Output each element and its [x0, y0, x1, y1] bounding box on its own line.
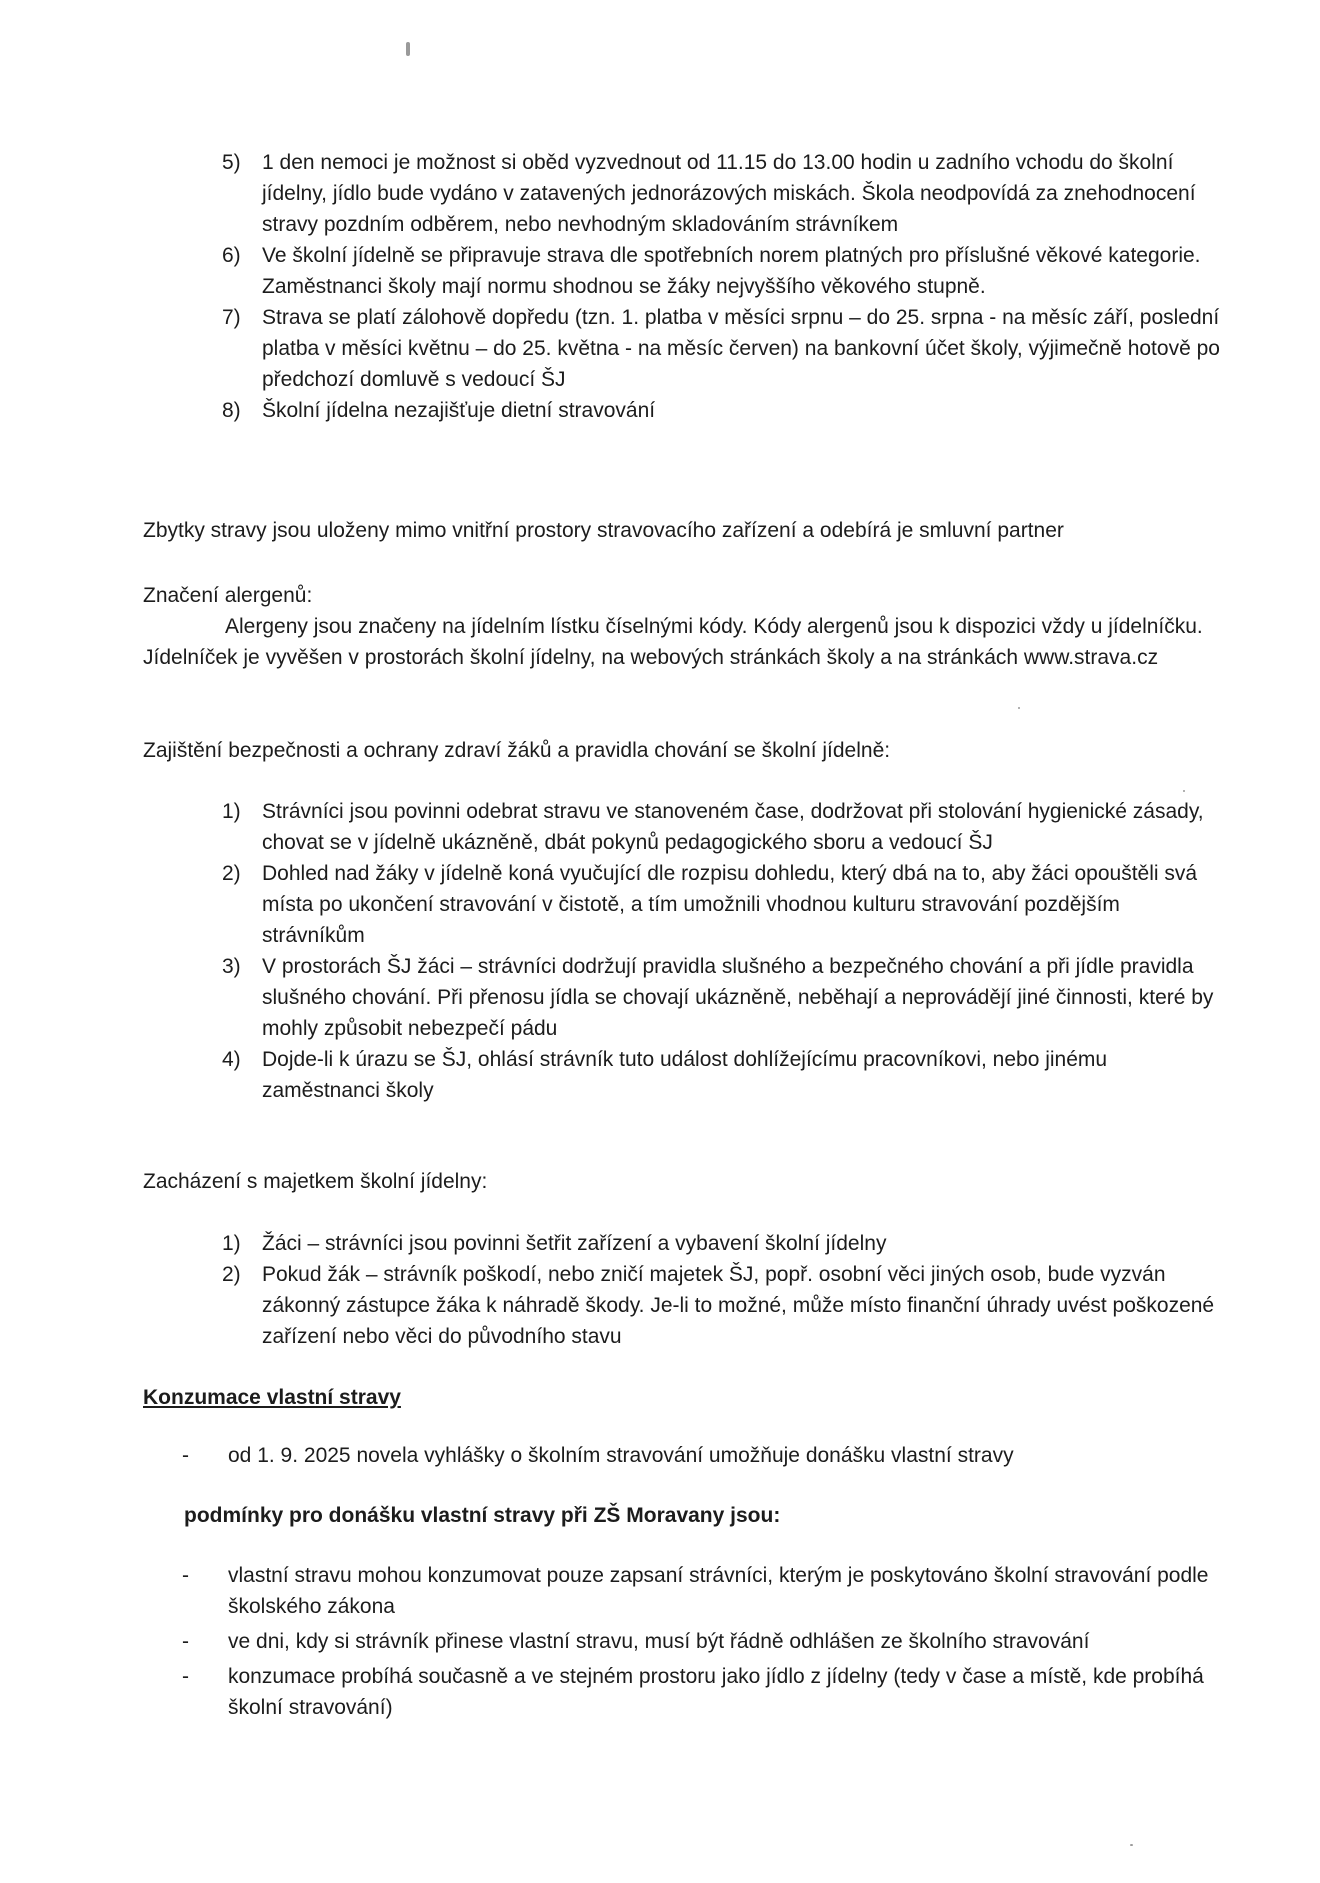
conditions-list — [182, 1560, 1212, 1727]
list-text: Strávníci jsou povinni odebrat stravu ve stanoveném čase, dodržovat při stolování hygienické zásady, chovat se v jídelně ukázněně, dbát pokynů pedagogického sboru a vedoucí ŠJ — [262, 800, 1204, 854]
list-item — [222, 858, 1222, 951]
dash-text: ve dni, kdy si strávník přinese vlastní stravu, musí být řádně odhlášen ze školního stravování — [228, 1630, 1090, 1653]
allergens-text: Alergeny jsou značeny na jídelním lístku číselnými kódy. Kódy alergenů jsou k dispozici vždy u jídelníčku. Jídelníček je vyvěšen v prostorách školní jídelny, na webových stránkách školy a na stránkách www.strava.cz — [143, 615, 1203, 669]
dash-item — [182, 1661, 1212, 1723]
list-number: 2) — [222, 862, 241, 885]
numbered-list-top — [222, 147, 1222, 426]
leftovers-paragraph: Zbytky stravy jsou uloženy mimo vnitřní prostory stravovacího zařízení a odebírá je smluvní partner — [143, 519, 1064, 542]
safety-heading: Zajištění bezpečnosti a ochrany zdraví žáků a pravidla chování se školní jídelně: — [143, 739, 891, 762]
conditions-heading: podmínky pro donášku vlastní stravy při ZŠ Moravany jsou: — [184, 1504, 781, 1527]
list-item — [222, 951, 1222, 1044]
own-food-intro — [182, 1440, 1212, 1475]
list-item — [222, 302, 1222, 395]
dash-text: od 1. 9. 2025 novela vyhlášky o školním stravování umožňuje donášku vlastní stravy — [228, 1444, 1014, 1467]
list-text: 1 den nemoci je možnost si oběd vyzvednout od 11.15 do 13.00 hodin u zadního vchodu do školní jídelny, jídlo bude vydáno v zatavených jednorázových miskách. Škola neodpovídá za znehodnocení stravy pozdním odběrem, nebo nevhodným skladováním strávníkem — [262, 151, 1196, 236]
scan-speck — [1130, 1844, 1133, 1846]
list-text: Pokud žák – strávník poškodí, nebo zničí majetek ŠJ, popř. osobní věci jiných osob, bude vyzván zákonný zástupce žáka k náhradě škody. Je-li to možné, může místo finanční úhrady uvést poškozené zařízení nebo věci do původního stavu — [262, 1263, 1215, 1348]
dash-item — [182, 1440, 1212, 1471]
list-number: 2) — [222, 1263, 241, 1286]
list-text: Žáci – strávníci jsou povinni šetřit zařízení a vybavení školní jídelny — [262, 1232, 887, 1255]
property-list — [222, 1228, 1222, 1352]
dash-item — [182, 1560, 1212, 1622]
list-number: 8) — [222, 399, 241, 422]
list-text: Dohled nad žáky v jídelně koná vyučující dle rozpisu dohledu, který dbá na to, aby žáci opouštěli svá místa po ukončení stravování v čistotě, a tím umožnili vhodnou kulturu stravování pozdějším strávníkům — [262, 862, 1198, 947]
list-number: 7) — [222, 306, 241, 329]
scan-speck — [406, 42, 410, 56]
safety-list — [222, 796, 1222, 1106]
list-number: 1) — [222, 1232, 241, 1255]
scan-speck — [1183, 790, 1185, 792]
list-number: 5) — [222, 151, 241, 174]
list-number: 1) — [222, 800, 241, 823]
list-number: 4) — [222, 1048, 241, 1071]
list-text: Ve školní jídelně se připravuje strava dle spotřebních norem platných pro příslušné věkové kategorie. Zaměstnanci školy mají normu shodnou se žáky nejvyššího věkového stupně. — [262, 244, 1201, 298]
allergens-heading: Značení alergenů: — [143, 584, 313, 607]
list-text: Školní jídelna nezajišťuje dietní stravování — [262, 399, 656, 422]
dash-bullet: - — [182, 1564, 189, 1587]
list-item — [222, 1228, 1222, 1259]
scan-speck — [1018, 707, 1020, 709]
list-item — [222, 395, 1222, 426]
list-item — [222, 1259, 1222, 1352]
list-item — [222, 1044, 1222, 1106]
list-text: Dojde-li k úrazu se ŠJ, ohlásí strávník tuto událost dohlížejícímu pracovníkovi, nebo jinému zaměstnanci školy — [262, 1048, 1108, 1102]
own-food-heading: Konzumace vlastní stravy — [143, 1386, 401, 1409]
list-item — [222, 796, 1222, 858]
dash-bullet: - — [182, 1630, 189, 1653]
list-text: V prostorách ŠJ žáci – strávníci dodržují pravidla slušného a bezpečného chování a při jídle pravidla slušného chování. Při přenosu jídla se chovají ukázněně, neběhají a neprovádějí jiné činnosti, které by mohly způsobit nebezpečí pádu — [262, 955, 1214, 1040]
list-item — [222, 240, 1222, 302]
dash-text: konzumace probíhá současně a ve stejném prostoru jako jídlo z jídelny (tedy v čase a místě, kde probíhá školní stravování) — [228, 1665, 1204, 1719]
property-heading: Zacházení s majetkem školní jídelny: — [143, 1170, 488, 1193]
list-item — [222, 147, 1222, 240]
dash-bullet: - — [182, 1444, 189, 1467]
list-number: 3) — [222, 955, 241, 978]
dash-text: vlastní stravu mohou konzumovat pouze zapsaní strávníci, kterým je poskytováno školní stravování podle školského zákona — [228, 1564, 1209, 1618]
dash-item — [182, 1626, 1212, 1657]
dash-bullet: - — [182, 1665, 189, 1688]
list-text: Strava se platí zálohově dopředu (tzn. 1. platba v měsíci srpnu – do 25. srpna - na měsíc září, poslední platba v měsíci květnu – do 25. května - na měsíc červen) na bankovní účet školy, výjimečně hotově po předchozí domluvě s vedoucí ŠJ — [262, 306, 1220, 391]
list-number: 6) — [222, 244, 241, 267]
